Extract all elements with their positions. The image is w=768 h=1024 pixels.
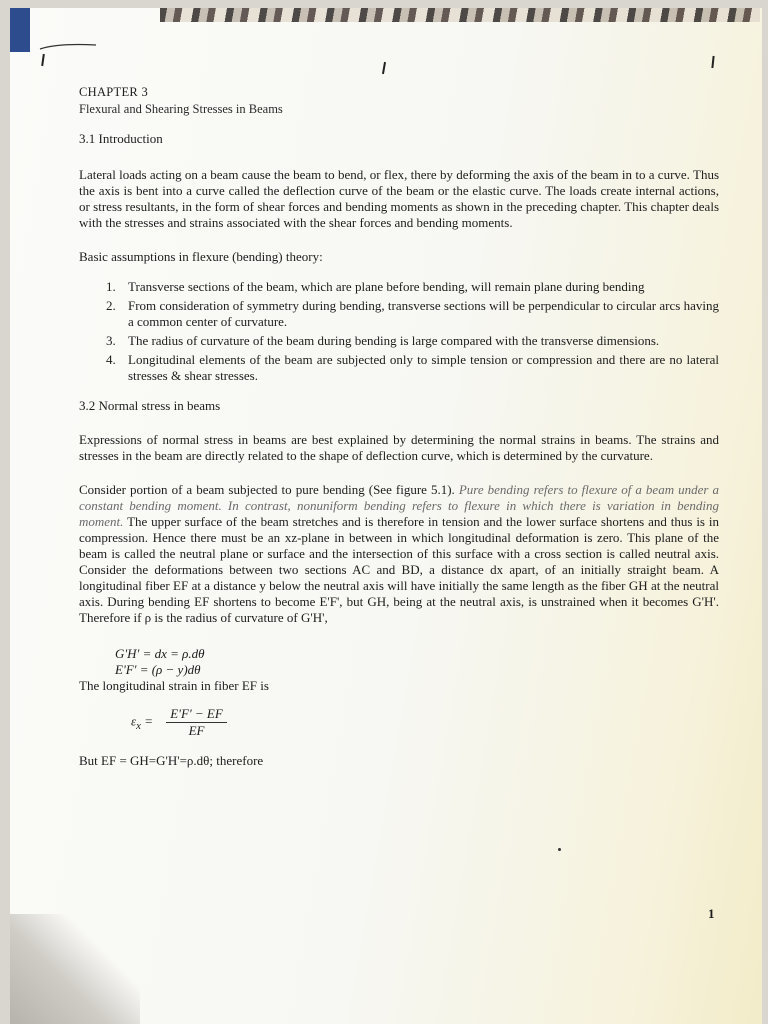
equals-sign: = (144, 713, 153, 729)
strain-intro-text: The longitudinal strain in fiber EF is (79, 678, 269, 693)
chapter-title: Flexural and Shearing Stresses in Beams (79, 102, 283, 116)
page-number: 1 (708, 906, 715, 921)
equation-arc-length: G'H' = dx = ρ.dθ (115, 646, 205, 661)
equation-fiber-length: E'F' = (ρ − y)dθ (115, 662, 201, 677)
list-text: From consideration of symmetry during bending, transverse sections will be perpendicular to circular arcs having a common center of curvature. (128, 298, 719, 329)
list-item (79, 333, 719, 349)
strain-symbol: ε (131, 713, 137, 729)
final-statement: But EF = GH=G'H'=ρ.dθ; therefore (79, 753, 264, 768)
strain-subscript: x (136, 720, 141, 733)
stray-mark (558, 848, 561, 851)
list-text: The radius of curvature of the beam during bending is large compared with the transverse dimensions. (128, 333, 660, 348)
section-heading-introduction: 3.1 Introduction (79, 131, 163, 146)
list-number: 1. (106, 279, 116, 294)
list-number: 3. (106, 333, 116, 348)
paragraph-text: The upper surface of the beam stretches and is therefore in tension and the lower surface shortens and thus is in compression. Hence there must be an xz-plane in between in which longitudinal deformation is zero. This plane of the beam is called the neutral plane or surface and the intersection of this surface with a cross section is called neutral axis. Consider the deformations between two sections AC and BD, a distance dx apart, of an initially straight beam. A longitudinal fiber EF at a distance y below the neutral axis will have initially the same length as the fiber GH at the neutral axis. During bending EF shortens to become E'F', but GH, being at the neutral axis, is unstrained when it becomes G'H'. Therefore if ρ is the radius of curvature of G'H', (79, 514, 719, 625)
paragraph-text: Consider portion of a beam subjected to pure bending (See figure 5.1). (79, 482, 459, 497)
torn-paper-scrap (160, 8, 760, 22)
page-content (79, 84, 719, 769)
list-text: Longitudinal elements of the beam are subjected only to simple tension or compression and there are no lateral stresses & shear stresses. (128, 352, 719, 383)
normal-stress-paragraph: Expressions of normal stress in beams are best explained by determining the normal strains in beams. The strains and stresses in the beam are directly related to the shape of deflection curve, which is determined by the curvature. (79, 432, 719, 463)
pen-tick-mark (382, 62, 386, 74)
pen-stroke-mark (38, 42, 98, 52)
assumptions-heading: Basic assumptions in flexure (bending) theory: (79, 249, 323, 264)
list-item (79, 352, 719, 384)
document-page (10, 8, 762, 1024)
strain-fraction (166, 706, 227, 739)
strain-equation (131, 706, 719, 739)
fraction-numerator: E'F' − EF (166, 706, 227, 723)
pen-tick-mark (41, 54, 45, 66)
list-item (79, 298, 719, 330)
list-text: Transverse sections of the beam, which are plane before bending, will remain plane during bending (128, 279, 645, 294)
page-shadow (10, 914, 140, 1024)
section-heading-normal-stress: 3.2 Normal stress in beams (79, 398, 221, 413)
pure-bending-paragraph (79, 482, 719, 626)
fraction-denominator: EF (188, 723, 205, 738)
list-number: 4. (106, 352, 116, 367)
chapter-label: CHAPTER 3 (79, 85, 149, 99)
pure-bending-definition: Pure bending refers to flexure of a beam under a constant bending moment. In contrast, nonuniform bending refers to flexure in which there is variation in bending moment. (79, 482, 719, 529)
pen-tick-mark (711, 56, 714, 68)
list-number: 2. (106, 298, 116, 313)
intro-paragraph: Lateral loads acting on a beam cause the beam to bend, or flex, there by deforming the axis of the beam in to a curve. Thus the axis is bent into a curve called the deflection curve of the beam or the elastic curve. The loads create internal actions, or stress resultants, in the form of shear forces and bending moments as shown in the preceding chapter. This chapter deals with the stresses and strains associated with the shear forces and bending moments. (79, 167, 719, 230)
assumptions-list (79, 279, 719, 384)
list-item (79, 279, 719, 295)
background-edge (10, 8, 30, 52)
